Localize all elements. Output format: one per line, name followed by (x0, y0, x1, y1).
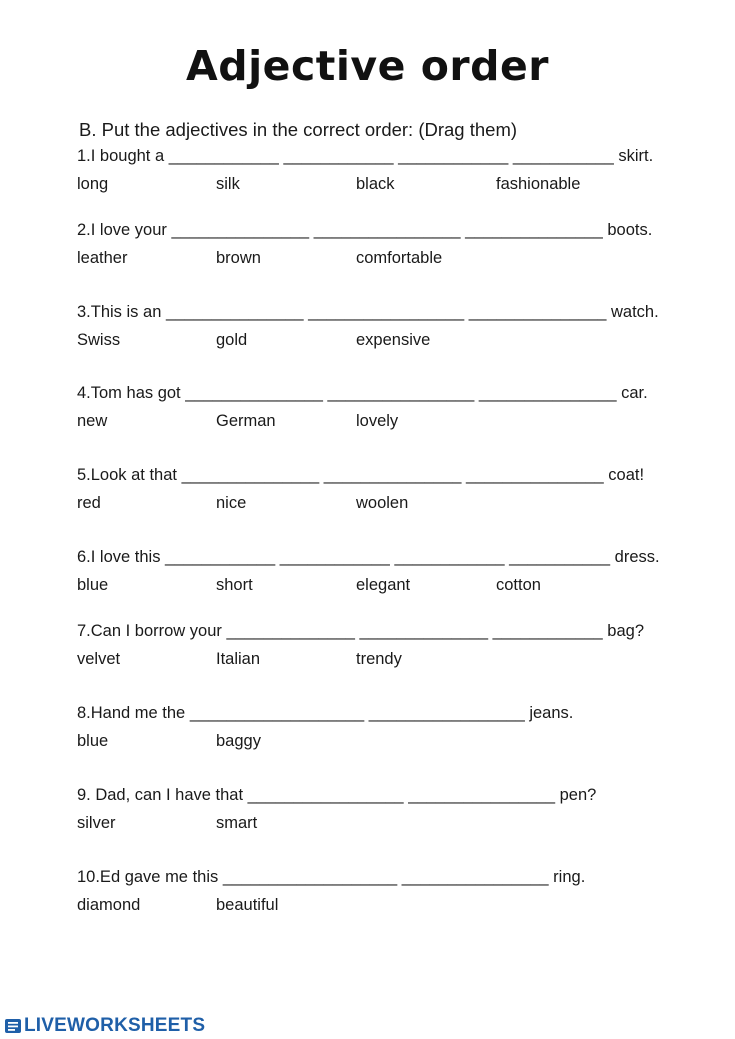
draggable-adjective[interactable]: blue (77, 576, 109, 594)
draggable-adjective[interactable]: red (77, 494, 101, 512)
instruction-text: B. Put the adjectives in the correct order: (Drag them) (79, 119, 518, 140)
draggable-adjective[interactable]: silver (77, 814, 116, 832)
question-sentence: 7.Can I borrow your ______________ ______________ ____________ bag? (77, 622, 645, 640)
question-sentence: 6.I love this ____________ ____________ ____________ ___________ dress. (77, 548, 660, 566)
draggable-adjective[interactable]: woolen (356, 494, 409, 512)
draggable-adjective[interactable]: black (356, 175, 395, 193)
draggable-adjective[interactable]: smart (216, 814, 258, 832)
question-sentence: 1.I bought a ____________ ____________ ____________ ___________ skirt. (77, 147, 654, 165)
draggable-adjective[interactable]: long (77, 175, 109, 193)
draggable-adjective[interactable]: elegant (356, 576, 411, 594)
draggable-adjective[interactable]: short (216, 576, 253, 594)
draggable-adjective[interactable]: velvet (77, 650, 121, 668)
draggable-adjective[interactable]: leather (77, 249, 128, 267)
draggable-adjective[interactable]: Italian (216, 650, 261, 668)
draggable-adjective[interactable]: cotton (496, 576, 541, 594)
footer-brand-text: LIVEWORKSHEETS (24, 1015, 206, 1036)
liveworksheets-logo-icon (5, 1017, 23, 1035)
question-sentence: 4.Tom has got _______________ ________________ _______________ car. (77, 384, 648, 402)
draggable-adjective[interactable]: beautiful (216, 896, 279, 914)
draggable-adjective[interactable]: nice (216, 494, 247, 512)
draggable-adjective[interactable]: Swiss (77, 331, 121, 349)
draggable-adjective[interactable]: new (77, 412, 108, 430)
question-sentence: 9. Dad, can I have that _________________ ________________ pen? (77, 786, 597, 804)
question-sentence: 10.Ed gave me this ___________________ ________________ ring. (77, 868, 586, 886)
draggable-adjective[interactable]: expensive (356, 331, 431, 349)
draggable-adjective[interactable]: diamond (77, 896, 141, 914)
question-sentence: 2.I love your _______________ ________________ _______________ boots. (77, 221, 653, 239)
draggable-adjective[interactable]: comfortable (356, 249, 443, 267)
draggable-adjective[interactable]: blue (77, 732, 109, 750)
draggable-adjective[interactable]: gold (216, 331, 248, 349)
question-sentence: 5.Look at that _______________ _______________ _______________ coat! (77, 466, 645, 484)
question-sentence: 3.This is an _______________ _________________ _______________ watch. (77, 303, 659, 321)
draggable-adjective[interactable]: silk (216, 175, 240, 193)
draggable-adjective[interactable]: trendy (356, 650, 402, 668)
draggable-adjective[interactable]: baggy (216, 732, 261, 750)
footer-brand (5, 1015, 205, 1037)
page-title: Adjective order (186, 42, 549, 90)
draggable-adjective[interactable]: brown (216, 249, 261, 267)
draggable-adjective[interactable]: lovely (356, 412, 399, 430)
question-sentence: 8.Hand me the ___________________ _________________ jeans. (77, 704, 574, 722)
draggable-adjective[interactable]: fashionable (496, 175, 581, 193)
draggable-adjective[interactable]: German (216, 412, 276, 430)
